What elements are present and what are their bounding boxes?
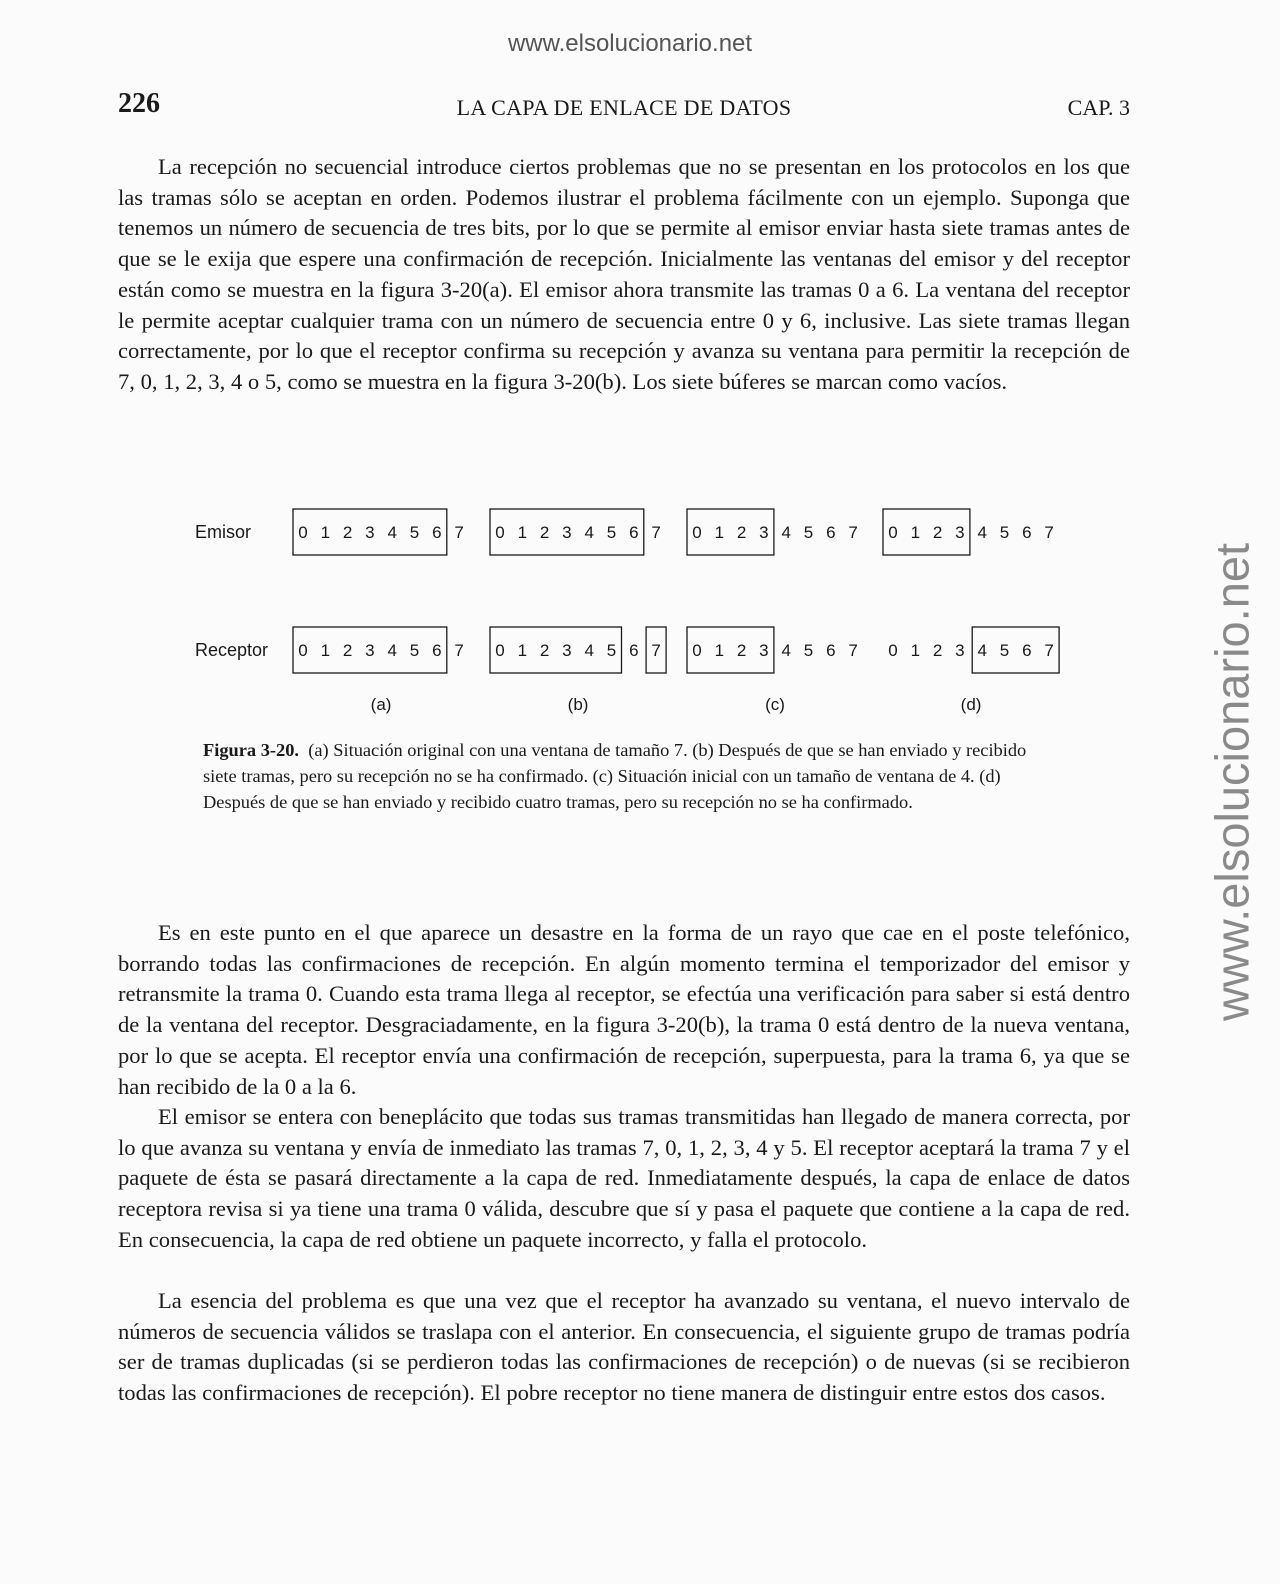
watermark-side: www.elsolucionario.net — [1205, 542, 1259, 1022]
window-box — [490, 509, 644, 555]
page-header — [118, 88, 1130, 128]
sequence-number: 6 — [1022, 523, 1032, 542]
sequence-number: 2 — [932, 641, 943, 660]
sequence-number: 2 — [736, 641, 747, 660]
sequence-number: 4 — [977, 523, 987, 542]
sequence-number: 6 — [1022, 641, 1032, 660]
sequence-number: 7 — [1044, 641, 1054, 660]
window-box — [293, 509, 447, 555]
sequence-number: 1 — [910, 523, 921, 542]
panel-label: (c) — [765, 695, 785, 714]
window-box — [687, 627, 774, 673]
sequence-number: 2 — [342, 641, 353, 660]
sequence-number: 7 — [1044, 523, 1054, 542]
sequence-number: 1 — [320, 641, 331, 660]
window-box — [972, 627, 1059, 673]
sequence-number: 6 — [629, 641, 639, 660]
sequence-number: 1 — [910, 641, 921, 660]
window-box — [687, 509, 774, 555]
window-box — [293, 627, 447, 673]
sequence-number: 2 — [539, 523, 550, 542]
sequence-number: 5 — [409, 641, 420, 660]
sequence-number: 7 — [454, 523, 464, 542]
sequence-number: 7 — [848, 523, 858, 542]
sequence-number: 5 — [999, 523, 1010, 542]
sequence-number: 4 — [387, 523, 397, 542]
sequence-number: 3 — [955, 641, 965, 660]
sequence-number: 6 — [629, 523, 639, 542]
sequence-number: 3 — [955, 523, 965, 542]
panel-label: (a) — [370, 695, 392, 714]
sequence-number: 2 — [932, 523, 943, 542]
window-box — [883, 509, 970, 555]
sequence-number: 5 — [606, 641, 617, 660]
paragraph-2: Es en este punto en el que aparece un desastre en la forma de un rayo que cae en el poste telefónico, borrando todas las confirmaciones de recepción. En algún momento termina el temporizador del emisor y retransmite la trama 0. Cuando esta trama llega al receptor, se efectúa una verificación para saber si está dentro de la ventana del receptor. Desgraciadamente, en la figura 3-20(b), la trama 0 está dentro de la nueva ventana, por lo que se acepta. El receptor envía una confirmación de recepción, superpuesta, para la trama 6, ya que se han recibido de la 0 a la 6. — [118, 920, 1130, 1099]
emisor-label: Emisor — [195, 522, 252, 542]
caption-text: (a) Situación original con una ventana de tamaño 7. (b) Después de que se han enviado y recibido siete tramas, pero su recepción no se ha confirmado. (c) Situación inicial con un tamaño de ventana de 4. (d) Después de que se han enviado y recibido cuatro tramas, pero su recepción no se ha confirmado. — [203, 740, 1027, 812]
sequence-number: 0 — [298, 641, 308, 660]
sequence-number: 6 — [432, 641, 442, 660]
sequence-number: 0 — [692, 523, 702, 542]
panel-label: (d) — [960, 695, 982, 714]
page-number: 226 — [118, 88, 160, 119]
sequence-number: 7 — [454, 641, 464, 660]
caption-label: Figura 3-20. — [203, 740, 300, 760]
sequence-number: 3 — [759, 523, 769, 542]
sequence-number: 2 — [736, 523, 747, 542]
sequence-number: 0 — [888, 523, 898, 542]
sequence-number: 3 — [562, 641, 572, 660]
sequence-number: 7 — [848, 641, 858, 660]
sequence-number: 1 — [714, 641, 725, 660]
figure-caption — [203, 737, 1035, 815]
sequence-number: 0 — [692, 641, 702, 660]
receptor-label: Receptor — [195, 640, 269, 660]
paragraph-4: La esencia del problema es que una vez que el receptor ha avanzado su ventana, el nuevo intervalo de números de secuencia válidos se traslapa con el anterior. En consecuencia, el siguiente grupo de tramas podría ser de tramas duplicadas (si se perdieron todas las confirmaciones de recepción) o de nuevas (si se recibieron todas las confirmaciones de recepción). El pobre receptor no tiene manera de distinguir entre estos dos casos. — [118, 1288, 1130, 1406]
sequence-number: 4 — [584, 641, 594, 660]
paragraph-3: El emisor se entera con beneplácito que todas sus tramas transmitidas han llegado de manera correcta, por lo que avanza su ventana y envía de inmediato las tramas 7, 0, 1, 2, 3, 4 y 5. El receptor aceptará la trama 7 y el paquete de ésta se pasará directamente a la capa de red. Inmediatamente después, la capa de enlace de datos receptora revisa si ya tiene una trama 0 válida, descubre que sí y pasa el paquete que contiene a la capa de red. En consecuencia, la capa de red obtiene un paquete incorrecto, y falla el protocolo. — [118, 1104, 1130, 1252]
watermark-top: www.elsolucionario.net — [507, 30, 753, 57]
sequence-number: 0 — [888, 641, 898, 660]
sequence-number: 6 — [826, 523, 836, 542]
sequence-number: 7 — [651, 523, 661, 542]
sequence-number: 7 — [651, 641, 661, 660]
sequence-number: 5 — [999, 641, 1010, 660]
sequence-number: 6 — [826, 641, 836, 660]
sequence-number: 5 — [803, 523, 814, 542]
sequence-number: 4 — [584, 523, 594, 542]
window-box — [646, 627, 666, 673]
sequence-number: 4 — [387, 641, 397, 660]
sequence-number: 0 — [298, 523, 308, 542]
paragraph-1: La recepción no secuencial introduce ciertos problemas que no se presentan en los protocolos en los que las tramas sólo se aceptan en orden. Podemos ilustrar el problema fácilmente con un ejemplo. Suponga que tenemos un número de secuencia de tres bits, por lo que se permite al emisor enviar hasta siete tramas antes de que se le exija que espere una confirmación de recepción. Inicialmente las ventanas del emisor y del receptor están como se muestra en la figura 3-20(a). El emisor ahora transmite las tramas 0 a 6. La ventana del receptor le permite aceptar cualquier trama con un número de secuencia entre 0 y 6, inclusive. Las siete tramas llegan correctamente, por lo que el receptor confirma su recepción y avanza su ventana para permitir la recepción de 7, 0, 1, 2, 3, 4 o 5, como se muestra en la figura 3-20(b). Los siete búferes se marcan como vacíos. — [118, 154, 1130, 394]
sequence-number: 3 — [365, 641, 375, 660]
sequence-number: 2 — [539, 641, 550, 660]
window-box — [490, 627, 622, 673]
sequence-number: 0 — [495, 641, 505, 660]
sequence-number: 6 — [432, 523, 442, 542]
sequence-number: 5 — [803, 641, 814, 660]
running-title: LA CAPA DE ENLACE DE DATOS — [456, 95, 792, 120]
sequence-number: 4 — [781, 641, 791, 660]
chapter-label: CAP. 3 — [1067, 95, 1130, 120]
panel-label: (b) — [567, 695, 589, 714]
sequence-number: 1 — [517, 641, 528, 660]
sequence-number: 1 — [320, 523, 331, 542]
sequence-number: 2 — [342, 523, 353, 542]
sequence-number: 1 — [714, 523, 725, 542]
sequence-number: 1 — [517, 523, 528, 542]
sequence-number: 5 — [606, 523, 617, 542]
sequence-number: 3 — [365, 523, 375, 542]
sequence-number: 3 — [562, 523, 572, 542]
sequence-number: 4 — [781, 523, 791, 542]
sequence-number: 4 — [977, 641, 987, 660]
sequence-number: 0 — [495, 523, 505, 542]
sequence-number: 3 — [759, 641, 769, 660]
sequence-number: 5 — [409, 523, 420, 542]
